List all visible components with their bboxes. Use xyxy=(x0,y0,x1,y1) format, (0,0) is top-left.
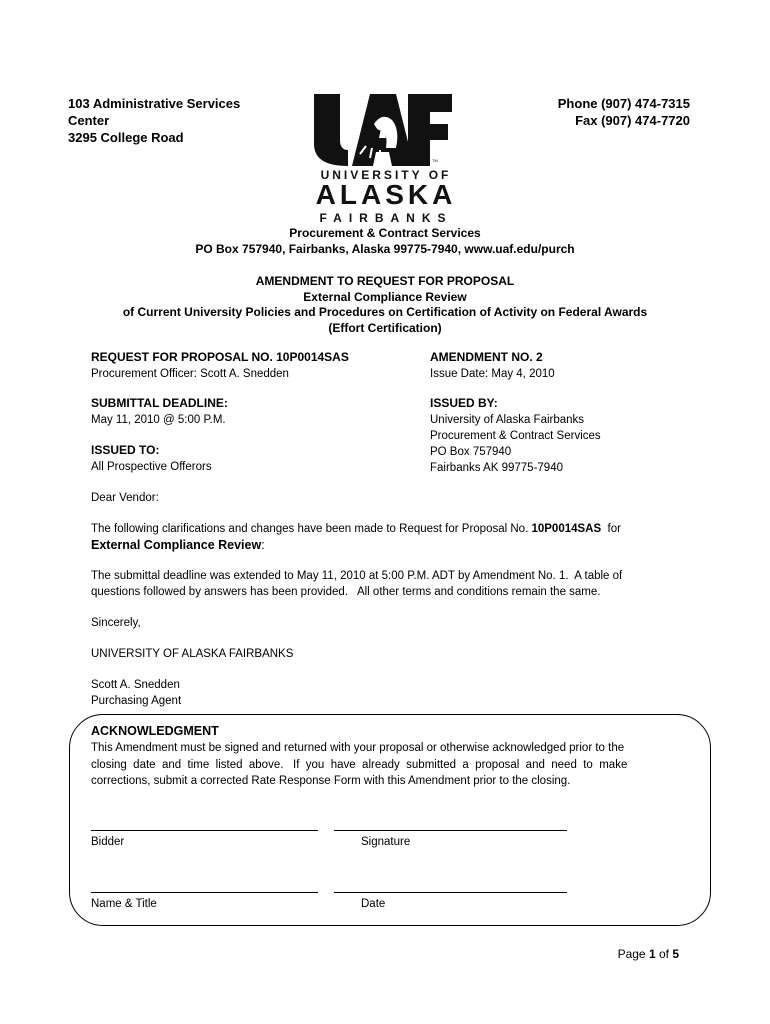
name-title-label: Name & Title xyxy=(91,898,157,910)
contact-block xyxy=(558,95,690,129)
page-current: 1 xyxy=(648,947,656,961)
acknowledgment-heading: ACKNOWLEDGMENT xyxy=(91,724,219,738)
bidder-label: Bidder xyxy=(91,836,125,848)
acknowledgment-line-2: closing date and time listed above. If you have already submitted a proposal and need to make xyxy=(91,759,628,771)
issue-date: Issue Date: May 4, 2010 xyxy=(430,368,555,380)
uaf-logo xyxy=(300,88,470,228)
issued-by-line-3: PO Box 757940 xyxy=(430,446,512,458)
doc-subtitle-1: External Compliance Review xyxy=(303,290,467,304)
address-line-2: Center xyxy=(68,113,110,128)
signer-name: Scott A. Snedden xyxy=(91,679,180,691)
paragraph-2-line-1: The submittal deadline was extended to May 11, 2010 at 5:00 P.M. ADT by Amendment No. 1. A table of xyxy=(91,570,623,582)
issued-by-label: ISSUED BY: xyxy=(430,396,498,410)
paragraph-1 xyxy=(91,521,691,537)
closing: Sincerely, xyxy=(91,617,141,629)
paragraph-1-text: The following clarifications and changes have been made to Request for Proposal No. xyxy=(91,523,532,535)
submittal-deadline-label: SUBMITTAL DEADLINE: xyxy=(91,396,228,410)
logo-alaska: ALASKA xyxy=(315,179,457,210)
doc-subtitle-3: (Effort Certification) xyxy=(328,321,442,335)
page-word: Page xyxy=(617,947,649,961)
office-name: Procurement & Contract Services xyxy=(289,226,481,240)
rfp-number: REQUEST FOR PROPOSAL NO. 10P0014SAS xyxy=(91,350,349,364)
issued-by-address xyxy=(430,412,601,476)
issued-to-value: All Prospective Offerors xyxy=(91,461,212,473)
of-word: of xyxy=(655,947,673,961)
paragraph-1-project: External Compliance Review xyxy=(91,538,262,552)
paragraph-1-line-2 xyxy=(91,537,265,553)
bidder-line[interactable] xyxy=(91,830,318,831)
logo-fairbanks: FAIRBANKS xyxy=(319,211,453,225)
address-line-1: 103 Administrative Services xyxy=(68,96,241,111)
address-line-3: 3295 College Road xyxy=(68,130,184,145)
signature-label: Signature xyxy=(361,836,411,848)
date-line[interactable] xyxy=(334,892,567,893)
amendment-number: AMENDMENT NO. 2 xyxy=(430,350,543,364)
trademark-mark: TM xyxy=(432,158,438,163)
fax-number: Fax (907) 474-7720 xyxy=(575,113,690,128)
office-address: PO Box 757940, Fairbanks, Alaska 99775-7940, www.uaf.edu/purch xyxy=(195,242,575,256)
paragraph-1-rfp: 10P0014SAS xyxy=(531,523,602,535)
issued-by-line-4: Fairbanks AK 99775-7940 xyxy=(430,462,563,474)
signer-title: Purchasing Agent xyxy=(91,695,182,707)
organization-name: UNIVERSITY OF ALASKA FAIRBANKS xyxy=(91,648,294,660)
page-number xyxy=(618,947,679,961)
name-title-line[interactable] xyxy=(91,892,318,893)
issued-by-line-1: University of Alaska Fairbanks xyxy=(430,414,585,426)
issued-by-line-2: Procurement & Contract Services xyxy=(430,430,601,442)
paragraph-1-for: for xyxy=(601,523,621,535)
procurement-officer: Procurement Officer: Scott A. Snedden xyxy=(91,368,289,380)
phone-number: Phone (907) 474-7315 xyxy=(557,96,690,111)
paragraph-1-colon: : xyxy=(261,538,265,552)
doc-subtitle-2: of Current University Policies and Procedures on Certification of Activity on Federal Awards xyxy=(122,305,648,319)
date-label: Date xyxy=(361,898,386,910)
paragraph-2-line-2: questions followed by answers has been provided. All other terms and conditions remain the same. xyxy=(91,586,601,598)
submittal-deadline-value: May 11, 2010 @ 5:00 P.M. xyxy=(91,414,226,426)
logo-university-of: UNIVERSITY OF xyxy=(320,168,452,182)
page-total: 5 xyxy=(672,947,679,961)
doc-title: AMENDMENT TO REQUEST FOR PROPOSAL xyxy=(255,274,515,288)
signature-line[interactable] xyxy=(334,830,567,831)
salutation: Dear Vendor: xyxy=(91,492,159,504)
acknowledgment-line-3: corrections, submit a corrected Rate Response Form with this Amendment prior to the closing. xyxy=(91,775,571,787)
return-address xyxy=(68,95,240,146)
acknowledgment-line-1: This Amendment must be signed and returned with your proposal or otherwise acknowledged prior to the xyxy=(91,742,625,754)
issued-to-label: ISSUED TO: xyxy=(91,443,160,457)
